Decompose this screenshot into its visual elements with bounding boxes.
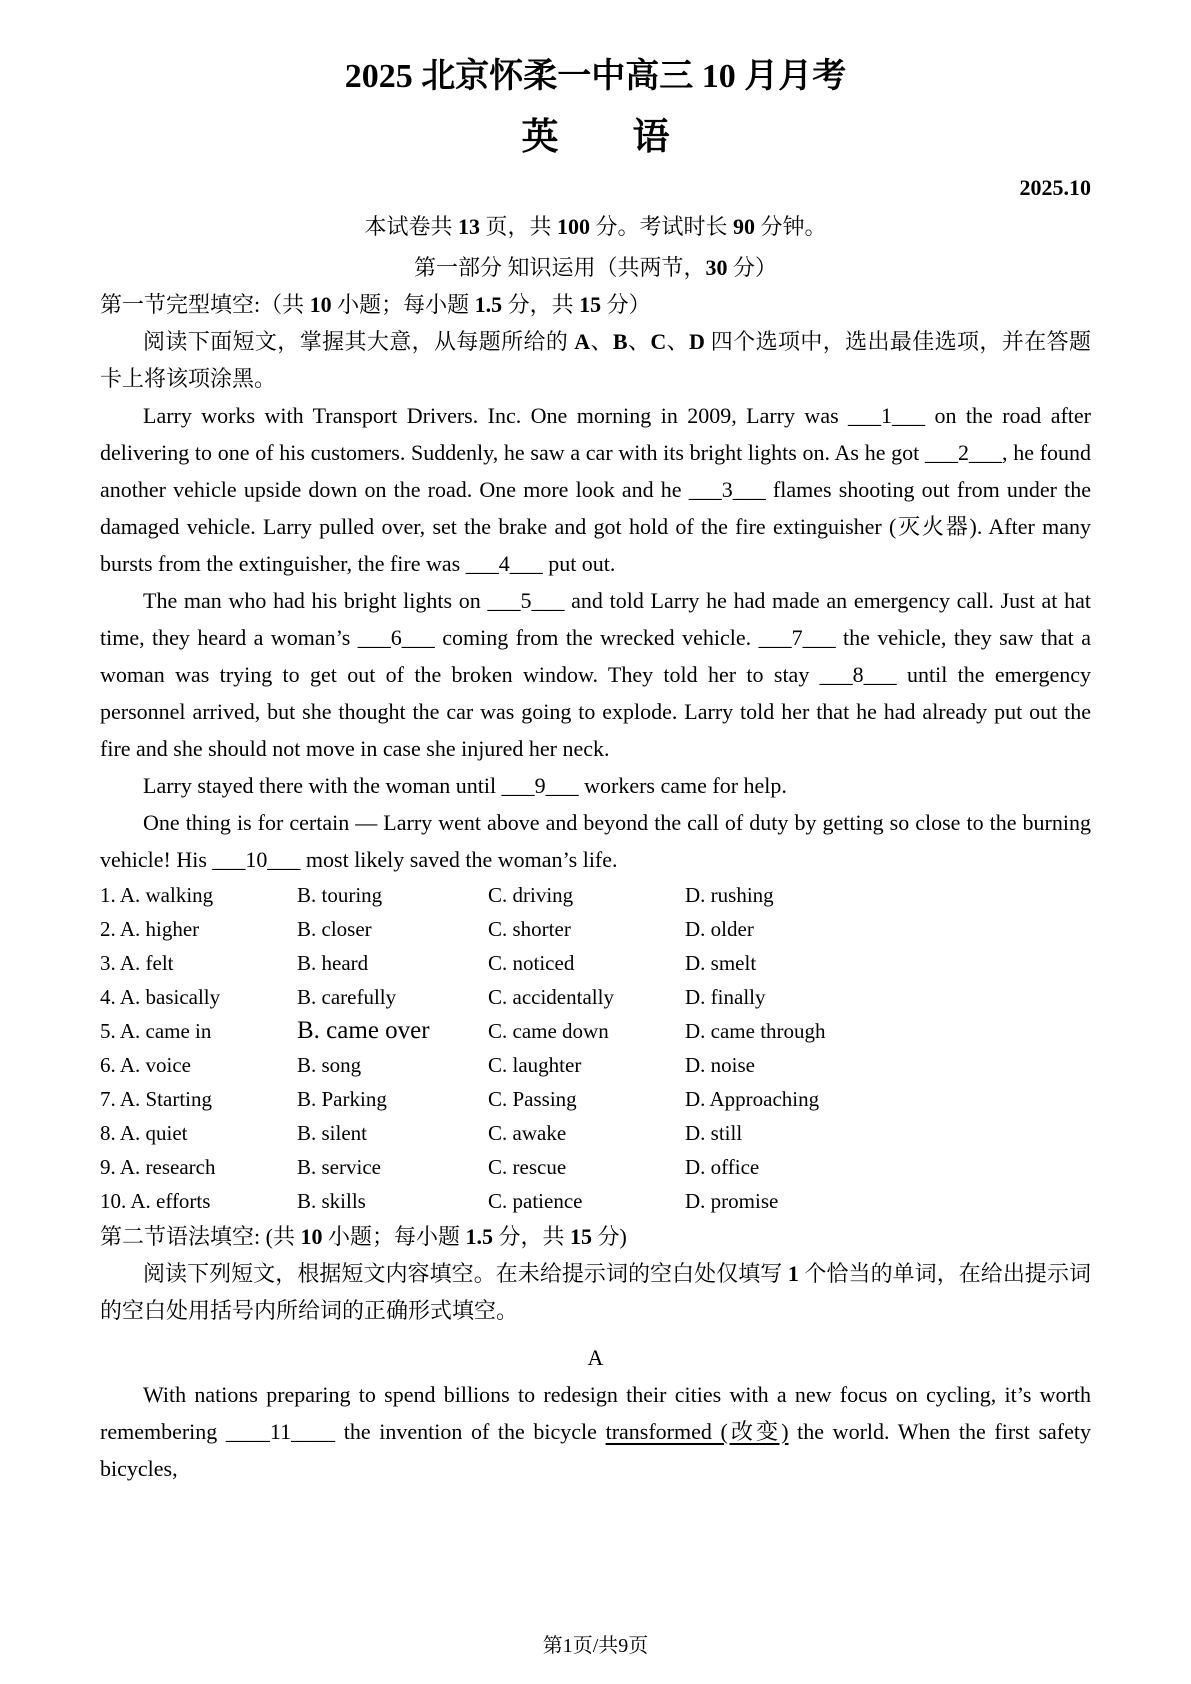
cloze-option: D. smelt	[685, 950, 757, 975]
cloze-option: B. closer	[297, 916, 372, 941]
cloze-option: D. Approaching	[685, 1086, 820, 1111]
cloze-option: C. shorter	[488, 916, 571, 941]
cloze-option: 4. A. basically	[100, 984, 221, 1009]
passage-label-a: A	[587, 1344, 604, 1370]
cloze-option: 7. A. Starting	[100, 1086, 213, 1111]
cloze-section-title: 第一节完型填空:（共 10 小题；每小题 1.5 分，共 15 分）	[100, 291, 651, 317]
cloze-instructions: 阅读下面短文，掌握其大意，从每题所给的 A、B、C、D 四个选项中，选出最佳选项，并在答题卡上将该项涂黑。	[100, 328, 1091, 391]
exam-date: 2025.10	[1019, 174, 1091, 200]
cloze-option: C. Passing	[488, 1086, 577, 1111]
cloze-option: 1. A. walking	[100, 882, 214, 907]
cloze-option: B. Parking	[297, 1086, 387, 1111]
cloze-option: D. rushing	[685, 882, 774, 907]
cloze-option: B. touring	[297, 882, 383, 907]
grammar-section-title: 第二节语法填空: (共 10 小题；每小题 1.5 分，共 15 分)	[100, 1223, 627, 1249]
cloze-option: D. still	[685, 1120, 743, 1145]
cloze-option: D. noise	[685, 1052, 755, 1077]
cloze-option: C. driving	[488, 882, 574, 907]
cloze-option: 2. A. higher	[100, 916, 200, 941]
cloze-passage-paragraph: The man who had his bright lights on ___5___ and told Larry he had made an emergency call. Just at hat time, they heard a woman’s ___6___ coming from the wrecked vehicle. ___7___ the vehicle, they saw that a woman was trying to get out of the broken window. They told her to stay ___8___ until the emergency personnel arrived, but she thought the car was going to explode. Larry told her that he had already put out the fire and she should not move in case she injured her neck.	[100, 587, 1091, 761]
cloze-option: D. finally	[685, 984, 766, 1009]
cloze-option: B. skills	[297, 1188, 366, 1213]
cloze-option: 8. A. quiet	[100, 1120, 188, 1145]
grammar-passage-paragraph: With nations preparing to spend billions to redesign their cities with a new focus on cycling, it’s worth remembering ____11____ the invention of the bicycle transformed (改变) the world. When the first safety bicycles,	[100, 1381, 1091, 1481]
page-title: 2025 北京怀柔一中高三 10 月月考	[344, 58, 847, 95]
cloze-option: C. awake	[488, 1120, 567, 1145]
page-number-indicator: 第1页/共9页	[542, 1635, 649, 1657]
cloze-option: B. service	[297, 1154, 381, 1179]
cloze-option: D. office	[685, 1154, 760, 1179]
cloze-option: B. came over	[297, 1016, 430, 1044]
cloze-option: 5. A. came in	[100, 1018, 212, 1043]
cloze-passage-paragraph: Larry works with Transport Drivers. Inc. One morning in 2009, Larry was ___1___ on the road after delivering to one of his customers. Suddenly, he saw a car with its bright lights on. As he got ___2___, he found another vehicle upside down on the road. One more look and he ___3___ flames shooting out from under the damaged vehicle. Larry pulled over, set the brake and got hold of the fire extinguisher (灭火器). After many bursts from the extinguisher, the fire was ___4___ put out.	[100, 402, 1091, 576]
part1-title: 第一部分 知识运用（共两节，30 分）	[413, 254, 778, 280]
cloze-passage-paragraph: Larry stayed there with the woman until ___9___ workers came for help.	[143, 772, 787, 798]
cloze-passage-paragraph: One thing is for certain — Larry went above and beyond the call of duty by getting so close to the burning vehicle! His ___10___ most likely saved the woman’s life.	[100, 809, 1091, 872]
cloze-options	[100, 878, 1091, 1218]
cloze-option: D. older	[685, 916, 754, 941]
grammar-instructions: 阅读下列短文，根据短文内容填空。在未给提示词的空白处仅填写 1 个恰当的单词，在给出提示词的空白处用括号内所给词的正确形式填空。	[100, 1260, 1091, 1323]
cloze-option: B. carefully	[297, 984, 397, 1009]
paper-info: 本试卷共 13 页，共 100 分。考试时长 90 分钟。	[364, 213, 827, 239]
cloze-option: D. promise	[685, 1188, 779, 1213]
cloze-option: C. came down	[488, 1018, 609, 1043]
cloze-option: 10. A. efforts	[100, 1188, 211, 1213]
cloze-option: C. accidentally	[488, 984, 614, 1009]
cloze-option: C. rescue	[488, 1154, 567, 1179]
cloze-option: C. noticed	[488, 950, 575, 975]
cloze-option: C. laughter	[488, 1052, 582, 1077]
cloze-option: B. song	[297, 1052, 362, 1077]
cloze-option: 6. A. voice	[100, 1052, 191, 1077]
cloze-option: D. came through	[685, 1018, 826, 1043]
cloze-option: 9. A. research	[100, 1154, 216, 1179]
subject-title: 英 语	[521, 116, 670, 158]
cloze-option: B. heard	[297, 950, 369, 975]
cloze-option: 3. A. felt	[100, 950, 174, 975]
cloze-option: B. silent	[297, 1120, 368, 1145]
cloze-option: C. patience	[488, 1188, 583, 1213]
